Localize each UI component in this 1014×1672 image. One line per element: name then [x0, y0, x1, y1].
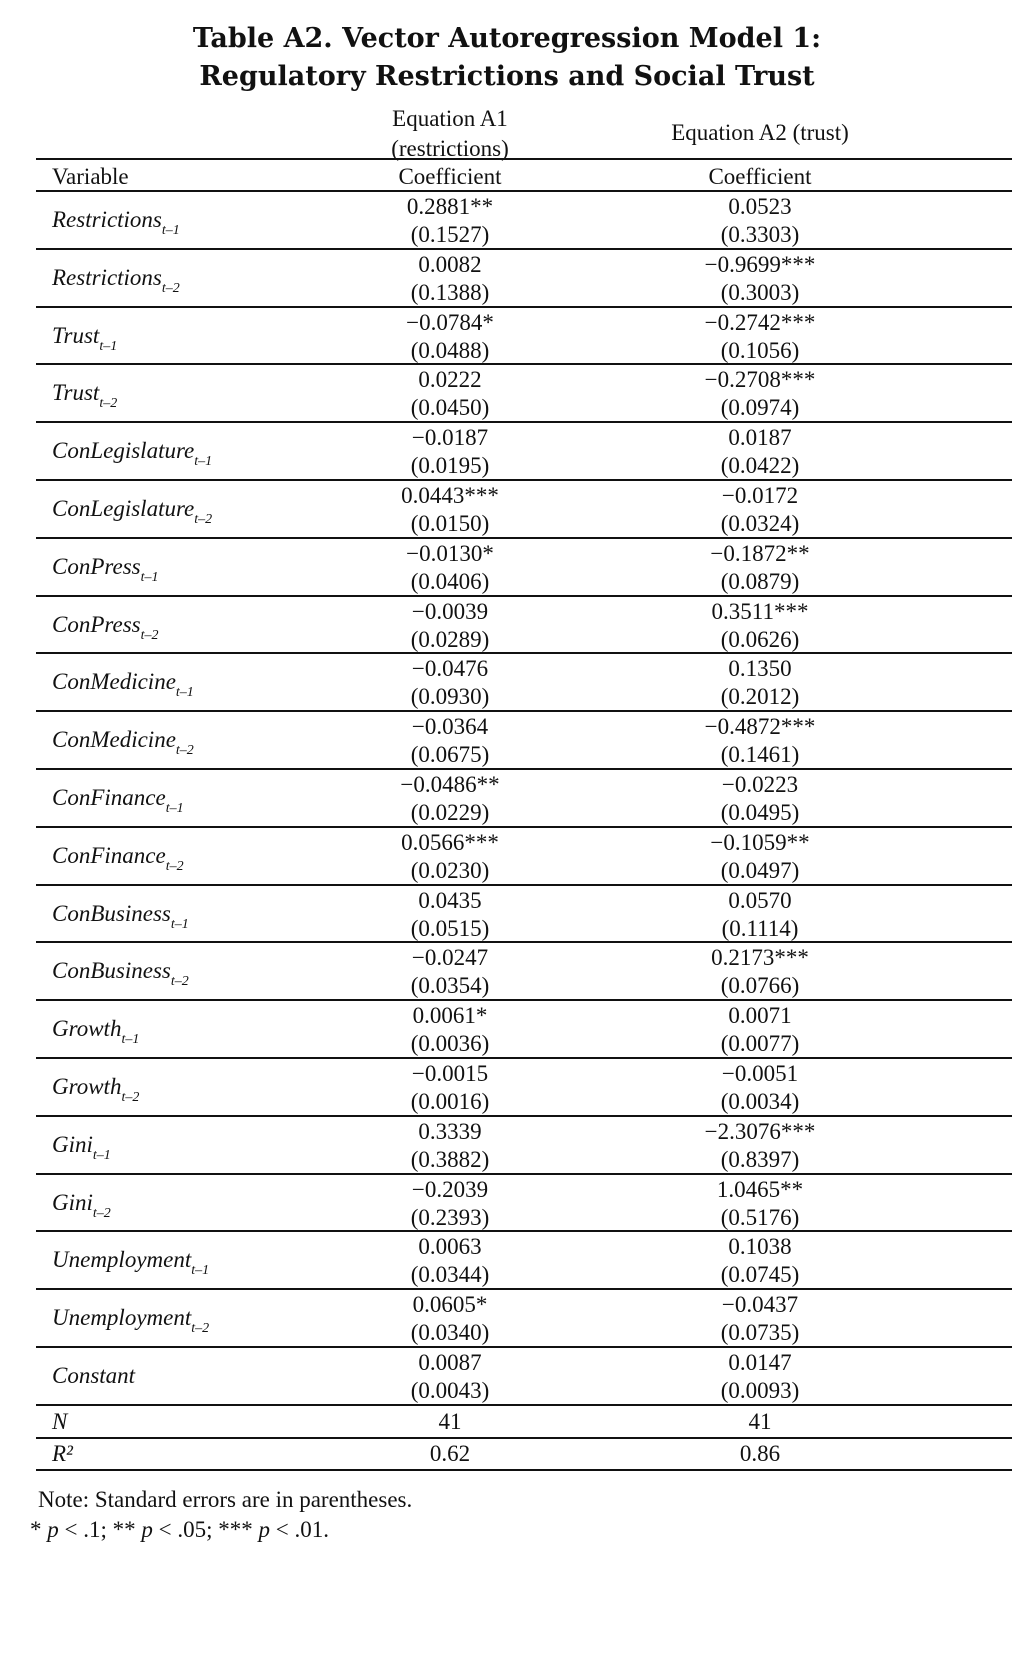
coefficient-a2: −0.1059** — [710, 829, 810, 855]
variable-label: ConMedicine — [52, 669, 176, 695]
std-error-a1: (0.0016) — [410, 1089, 490, 1114]
std-error-a2: (0.0626) — [720, 626, 800, 652]
coefficient-a2: −0.2742*** — [704, 309, 816, 335]
coefficient-a1: 0.0222 — [418, 367, 482, 393]
coefficient-a1: 0.0443*** — [401, 483, 499, 508]
std-error-a1: (0.0930) — [410, 684, 490, 710]
coefficient-a2: −0.9699*** — [704, 251, 816, 277]
coefficient-a2: 0.0147 — [728, 1350, 792, 1375]
coefficient-a1: −0.0187 — [411, 425, 489, 451]
coefficient-a1: 0.0063 — [418, 1234, 482, 1260]
variable-name — [52, 1245, 210, 1279]
std-error-a2: (0.0766) — [720, 973, 800, 999]
std-error-a2: (0.0735) — [720, 1320, 800, 1346]
coefficient-a2: −0.0051 — [721, 1061, 799, 1086]
std-error-a1: (0.0036) — [410, 1031, 490, 1057]
std-error-a1: (0.0515) — [410, 915, 490, 941]
coefficient-a2: −0.0437 — [721, 1292, 799, 1318]
std-error-a2: (0.0422) — [720, 453, 800, 479]
std-error-a1: (0.0195) — [410, 453, 490, 479]
lag-subscript: t–2 — [194, 512, 213, 527]
std-error-a2: (0.1461) — [720, 742, 800, 768]
std-error-a2: (0.0495) — [720, 800, 800, 825]
lag-subscript: t–1 — [92, 1147, 111, 1163]
coefficient-a1: 0.0605* — [412, 1292, 488, 1318]
lag-subscript: t–2 — [92, 1205, 111, 1221]
coefficient-a1: 0.0087 — [418, 1350, 482, 1375]
variable-name — [52, 1072, 140, 1105]
lag-subscript: t–1 — [140, 569, 159, 585]
coefficient-a2: −2.3076*** — [704, 1118, 816, 1144]
coefficient-a1: 0.0082 — [418, 251, 482, 277]
lag-subscript: t–2 — [165, 858, 184, 874]
variable-label: Restrictions — [52, 207, 162, 232]
variable-name — [52, 378, 118, 412]
coefficient-a1: −0.0486** — [400, 772, 500, 797]
stat-rule — [36, 1469, 1012, 1471]
variable-name — [52, 667, 194, 701]
std-error-a1: (0.0289) — [410, 626, 490, 652]
coefficient-a2: −0.4872*** — [704, 714, 816, 740]
coefficient-a2: 0.0523 — [728, 194, 792, 219]
std-error-a1: (0.0675) — [410, 742, 490, 768]
std-error-a1: (0.1527) — [410, 222, 490, 247]
variable-name — [52, 1361, 135, 1391]
std-error-a2: (0.0497) — [720, 857, 800, 883]
variable-name — [52, 552, 159, 585]
coefficient-a2: −0.0223 — [721, 772, 799, 797]
variable-label: ConMedicine — [52, 727, 176, 753]
lag-subscript: t–2 — [121, 1090, 140, 1105]
std-error-a2: (0.3003) — [720, 279, 800, 305]
variable-label: ConLegislature — [52, 496, 195, 521]
variable-label: ConFinance — [52, 785, 166, 810]
coefficient-a1: 0.0566*** — [401, 829, 499, 855]
std-error-a1: (0.2393) — [410, 1204, 490, 1230]
table-title-line1: Table A2. Vector Autoregression Model 1: — [192, 23, 822, 54]
coefficient-header-a1: Coefficient — [398, 164, 502, 189]
coefficient-a2: 0.0187 — [728, 425, 792, 451]
lag-subscript: t–1 — [121, 1032, 140, 1048]
std-error-a1: (0.0340) — [410, 1320, 490, 1346]
variable-header: Variable — [52, 164, 129, 189]
std-error-a2: (0.3303) — [720, 222, 800, 247]
variable-label: ConLegislature — [52, 438, 195, 464]
variable-name — [52, 1303, 210, 1337]
lag-subscript: t–1 — [165, 801, 184, 816]
std-error-a1: (0.0150) — [410, 511, 490, 536]
significance-footnote: * p < .1; ** p < .05; *** p < .01. — [30, 1517, 329, 1542]
variable-name — [52, 263, 180, 296]
coefficient-a2: −0.1872** — [710, 540, 810, 566]
variable-name — [52, 841, 184, 874]
std-error-a2: (0.0974) — [720, 395, 800, 421]
lag-subscript: t–1 — [191, 1263, 210, 1279]
variable-label: Unemployment — [52, 1247, 192, 1273]
coefficient-a2: 1.0465** — [716, 1176, 804, 1202]
lag-subscript: t–2 — [99, 396, 118, 412]
variable-label: Constant — [52, 1363, 136, 1388]
std-error-a1: (0.0450) — [410, 395, 490, 421]
equation-a1-title: Equation A1 — [392, 106, 508, 131]
equation-a2-header: Equation A2 (trust) — [671, 120, 849, 145]
coefficient-a2: −0.0172 — [721, 483, 799, 508]
variable-name — [52, 494, 213, 527]
variable-name — [52, 1130, 111, 1163]
variable-label: Gini — [52, 1189, 93, 1215]
std-error-a2: (0.0093) — [720, 1378, 800, 1403]
stat-value-a1: 41 — [438, 1408, 462, 1434]
std-error-a2: (0.1114) — [721, 915, 799, 941]
std-error-a1: (0.0229) — [410, 800, 490, 825]
variable-label: Restrictions — [52, 264, 162, 290]
std-error-a2: (0.5176) — [720, 1204, 800, 1230]
equation-a1-subtitle: (restrictions) — [391, 136, 509, 161]
std-error-a1: (0.0344) — [410, 1262, 490, 1288]
std-error-a2: (0.0324) — [720, 511, 800, 536]
lag-subscript: t–2 — [191, 1321, 210, 1337]
variable-name — [52, 205, 180, 238]
lag-subscript: t–1 — [161, 223, 180, 238]
table-title-line2: Regulatory Restrictions and Social Trust — [199, 61, 815, 92]
row-rule — [36, 1404, 1012, 1406]
variable-label: Gini — [52, 1131, 93, 1157]
coefficient-a1: −0.0364 — [411, 714, 489, 740]
variable-label: Trust — [52, 380, 100, 406]
variable-label: ConFinance — [52, 842, 166, 868]
lag-subscript: t–1 — [194, 454, 213, 470]
coefficient-a1: −0.0784* — [406, 309, 494, 335]
stat-name: N — [52, 1408, 68, 1434]
lag-subscript: t–2 — [140, 627, 159, 643]
variable-name — [52, 610, 159, 643]
variable-name — [52, 783, 184, 816]
variable-name — [52, 956, 189, 990]
coefficient-a1: −0.2039 — [411, 1176, 489, 1202]
variable-label: ConBusiness — [52, 900, 171, 926]
std-error-a1: (0.0043) — [410, 1378, 490, 1403]
variable-label: Growth — [52, 1074, 122, 1099]
std-error-a2: (0.1056) — [720, 337, 800, 363]
std-error-a2: (0.2012) — [720, 684, 800, 710]
variable-name — [52, 899, 189, 932]
coefficient-a1: −0.0247 — [411, 945, 489, 971]
std-error-a1: (0.0488) — [410, 337, 490, 363]
stat-value-a2: 41 — [748, 1408, 772, 1434]
top-rule — [36, 158, 1012, 160]
variable-label: Growth — [52, 1016, 122, 1042]
std-error-a1: (0.1388) — [410, 279, 490, 305]
lag-subscript: t–1 — [99, 338, 118, 354]
variable-name — [52, 725, 194, 759]
variable-name — [52, 1188, 111, 1221]
variable-name — [52, 436, 213, 470]
std-error-a2: (0.0879) — [720, 568, 800, 594]
std-error-a1: (0.0406) — [410, 568, 490, 594]
coefficient-a2: 0.0570 — [728, 887, 792, 913]
coefficient-a2: 0.1350 — [728, 656, 792, 682]
stat-name: R² — [52, 1440, 73, 1466]
note-text: Note: Standard errors are in parentheses. — [38, 1487, 413, 1512]
coefficient-header-a2: Coefficient — [708, 164, 812, 189]
std-error-a2: (0.0745) — [720, 1262, 800, 1288]
variable-label: Trust — [52, 322, 100, 348]
variable-name — [52, 321, 118, 354]
variable-label: Unemployment — [52, 1305, 192, 1331]
coefficient-a1: 0.2881** — [406, 194, 494, 219]
variable-name — [52, 1014, 140, 1048]
variable-label: ConBusiness — [52, 958, 171, 984]
std-error-a1: (0.3882) — [410, 1146, 490, 1172]
coefficient-a1: 0.3339 — [418, 1118, 482, 1144]
stat-value-a1: 0.62 — [429, 1440, 471, 1466]
coefficient-a2: 0.2173*** — [711, 945, 809, 971]
coefficient-a2: 0.3511*** — [711, 598, 809, 624]
coefficient-a1: −0.0015 — [411, 1061, 489, 1086]
std-error-a2: (0.0034) — [720, 1089, 800, 1114]
std-error-a1: (0.0354) — [410, 973, 490, 999]
lag-subscript: t–1 — [170, 916, 189, 932]
coefficient-a2: 0.1038 — [728, 1234, 792, 1260]
coefficient-a2: 0.0071 — [728, 1003, 792, 1029]
variable-label: ConPress — [52, 553, 141, 579]
coefficient-a1: 0.0435 — [418, 887, 482, 913]
lag-subscript: t–2 — [175, 743, 194, 759]
variable-label: ConPress — [52, 611, 141, 637]
lag-subscript: t–1 — [175, 685, 194, 701]
lag-subscript: t–2 — [170, 974, 189, 990]
coefficient-a1: −0.0476 — [411, 656, 489, 682]
stat-value-a2: 0.86 — [739, 1440, 781, 1466]
std-error-a1: (0.0230) — [410, 857, 490, 883]
std-error-a2: (0.8397) — [720, 1146, 800, 1172]
coefficient-a1: 0.0061* — [412, 1003, 488, 1029]
lag-subscript: t–2 — [161, 280, 180, 296]
coefficient-a1: −0.0039 — [411, 598, 489, 624]
coefficient-a2: −0.2708*** — [704, 367, 816, 393]
std-error-a2: (0.0077) — [720, 1031, 800, 1057]
coefficient-a1: −0.0130* — [406, 540, 494, 566]
